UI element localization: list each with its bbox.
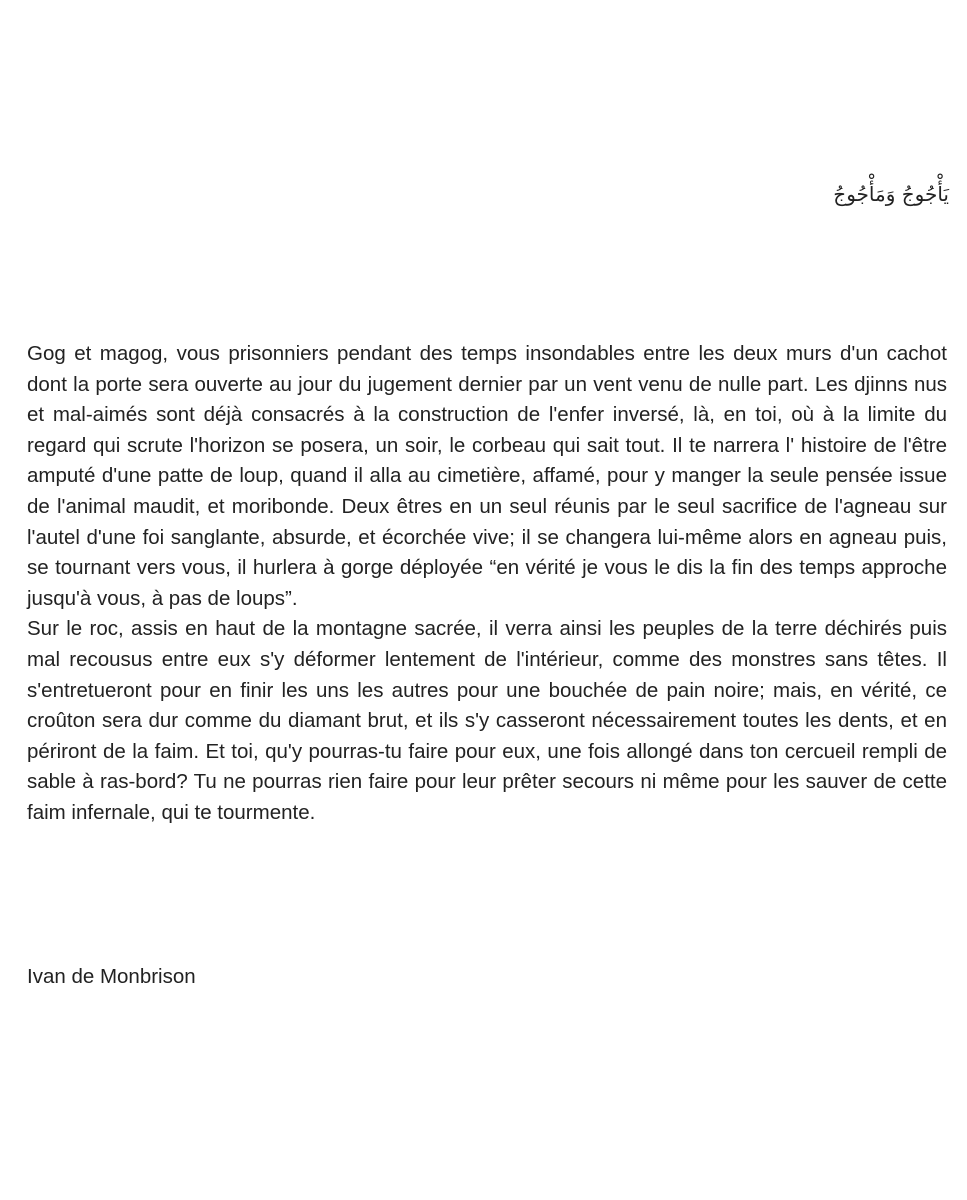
arabic-title: يَأْجُوجُ وَمَأْجُوجُ [833,182,949,206]
author-signature: Ivan de Monbrison [27,965,196,988]
paragraph-2: Sur le roc, assis en haut de la montagne sacrée, il verra ainsi les peuples de la terre déchirés puis mal recousus entre eux s'y déformer lentement de l'intérieur, comme des monstres sans têtes. Il s'entretueront pour en finir les uns les autres pour une bouchée de pain noire; mais, en vérité, ce croûton sera dur comme du diamant brut, et ils s'y casseront nécessairement toutes les dents, et en périront de la faim. Et toi, qu'y pourras-tu faire pour eux, une fois allongé dans ton cercueil rempli de sable à ras-bord? Tu ne pourras rien faire pour leur prêter secours ni même pour les sauver de cette faim infernale, qui te tourmente. [27,617,947,824]
paragraph-1: Gog et magog, vous prisonniers pendant des temps insondables entre les deux murs d'un cachot dont la porte sera ouverte au jour du jugement dernier par un vent venu de nulle part. Les djinns nus et mal-aimés sont déjà consacrés à la construction de l'enfer inversé, là, en toi, où à la limite du regard qui scrute l'horizon se posera, un soir, le corbeau qui sait tout. Il te narrera l' histoire de l'être amputé d'une patte de loup, quand il alla au cimetière, affamé, pour y manger la seule pensée issue de l'animal maudit, et moribonde. Deux êtres en un seul réunis par le seul sacrifice de l'agneau sur l'autel d'une foi sanglante, absurde, et écorchée vive; il se changera lui-même alors en agneau puis, se tournant vers vous, il hurlera à gorge déployée “en vérité je vous le dis la fin des temps approche jusqu'à vous, à pas de loups”. [27,342,947,610]
poem-body [27,339,947,829]
